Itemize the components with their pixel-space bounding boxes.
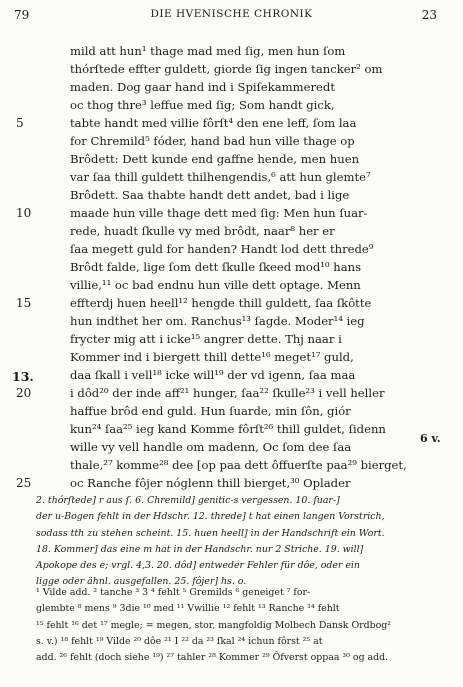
- line-number: 5: [16, 116, 24, 130]
- line-text: daa ſkall i vell¹⁸ icke will¹⁹ der vd igenn, ſaa maa: [70, 368, 356, 382]
- line-text: kun²⁴ ſaa²⁵ ieg kand Komme fôrſt²⁶ thill guldet, ſidenn: [70, 422, 386, 436]
- line-text: Brôdett: Dett kunde end gaffne hende, men huen: [70, 152, 360, 166]
- line-text: maden. Dog gaar hand ind i Spiſekammeredt: [70, 80, 336, 94]
- line-text: hun indthet her om. Ranchus¹³ ſagde. Moder¹⁴ ieg: [70, 314, 365, 328]
- line-text: i dôd²⁰ der inde aff²¹ hunger, ſaa²² ſkulle²³ i vell heller: [70, 386, 385, 400]
- page-header: [0, 4, 463, 24]
- footnote-line: ¹⁵ fehlt ¹⁶ det ¹⁷ megle; = megen, stor, mangfoldig Molbech Dansk Ordbog²: [36, 619, 392, 631]
- page-number-left: 79: [14, 8, 30, 22]
- line-text: Brôdett. Saa thabte handt dett andet, bad i lige: [70, 188, 350, 202]
- line-text: maade hun ville thage dett med ſig: Men hun ſuar-: [70, 206, 368, 220]
- line-number: 15: [16, 296, 32, 310]
- running-title: DIE HVENISCHE CHRONIK: [150, 8, 313, 20]
- footnote-line: add. ²⁶ fehlt (doch siehe ¹⁹) ²⁷ tahler ²⁸ Kommer ²⁹ Ôfverst oppaa ³⁰ og add.: [36, 652, 389, 664]
- line-text: mild att hun¹ thage mad med ſig, men hun ſom: [70, 44, 346, 58]
- line-text: haffue brôd end guld. Hun ſuarde, min ſôn, giór: [70, 404, 351, 418]
- line-text: effterdj huen heell¹² hengde thill guldett, ſaa ſkôtte: [70, 296, 372, 310]
- line-text: ſaa megett guld for handen? Handt lod dett threde⁹: [70, 242, 374, 256]
- margin-label-left: 13.: [12, 369, 34, 384]
- line-text: Kommer ind i biergett thill dette¹⁶ meget¹⁷ guld,: [70, 350, 354, 364]
- apparatus-line: ligge oder ähnl. ausgefallen. 25. fôjer] hs. o.: [36, 576, 247, 588]
- apparatus-line: 2. thórſtede] r aus ſ. 6. Chremild] genitic-s vergessen. 10. ſuar-]: [36, 495, 340, 506]
- line-text: frycter mig att i icke¹⁵ angrer dette. Thj naar i: [70, 332, 342, 346]
- line-number: 20: [16, 386, 32, 400]
- footnotes: [36, 585, 448, 666]
- apparatus-line: Apokope des e; vrgl. 4,3. 20. dôd] entweder Fehler für dôe, oder ein: [36, 560, 360, 572]
- line-text: Brôdt falde, lige ſom dett ſkulle ſkeed mod¹⁰ hans: [70, 260, 362, 274]
- line-text: oc thog thre³ leffue med ſig; Som handt gick,: [70, 98, 335, 112]
- line-text: villie,¹¹ oc bad endnu hun ville dett optage. Menn: [70, 278, 361, 292]
- margin-label-right: 6 v.: [420, 432, 441, 445]
- footnote-line: glembte ⁸ mens ⁹ 3die ¹⁰ med ¹¹ Vwillie ¹² fehlt ¹³ Ranche ¹⁴ fehlt: [36, 603, 340, 615]
- line-text: wille vy vell handle om madenn, Oc ſom dee ſaa: [70, 440, 352, 454]
- line-text: oc Ranche fôjer nóglenn thill bierget,³⁰ Oplader: [70, 476, 351, 490]
- line-text: rede, huadt ſkulle vy med brôdt, naar⁸ her er: [70, 224, 335, 238]
- footnote-line: s. v.) ¹⁸ fehlt ¹⁹ Vilde ²⁰ dôe ²¹ I ²² da ²³ ſkal ²⁴ ichun fôrst ²⁵ at: [36, 635, 323, 647]
- line-text: for Chremild⁵ fóder, hand bad hun ville thage op: [70, 134, 355, 148]
- apparatus-line: der u-Bogen fehlt in der Hdschr. 12. threde] t hat einen langen Vorstrich,: [36, 511, 385, 523]
- page-number-right: 23: [421, 8, 437, 22]
- footnote-line: ¹ Vilde add. ² tanche ³ 3 ⁴ fehlt ⁵ Gremilds ⁶ geneiget ⁷ for-: [36, 587, 311, 598]
- critical-apparatus: [36, 493, 448, 591]
- line-text: var ſaa thill guldett thilhengendis,⁶ att hun glemte⁷: [70, 170, 371, 184]
- line-text: tabte handt med villie fôrſt⁴ den ene leff, ſom laa: [70, 116, 357, 130]
- line-number: 10: [16, 206, 32, 220]
- line-text: thórſtede effter guldett, giorde ſig ingen tancker² om: [70, 62, 383, 76]
- line-number: 25: [16, 476, 32, 490]
- apparatus-line: 18. Kommer] das eine m hat in der Handschr. nur 2 Striche. 19. will]: [36, 543, 364, 555]
- line-text: thale,²⁷ komme²⁸ dee [op paa dett ôffuerſte paa²⁹ bierget,: [70, 458, 407, 472]
- apparatus-line: sodass tth zu stehen scheint. 15. huen heell] in der Handschrift ein Wort.: [36, 527, 385, 539]
